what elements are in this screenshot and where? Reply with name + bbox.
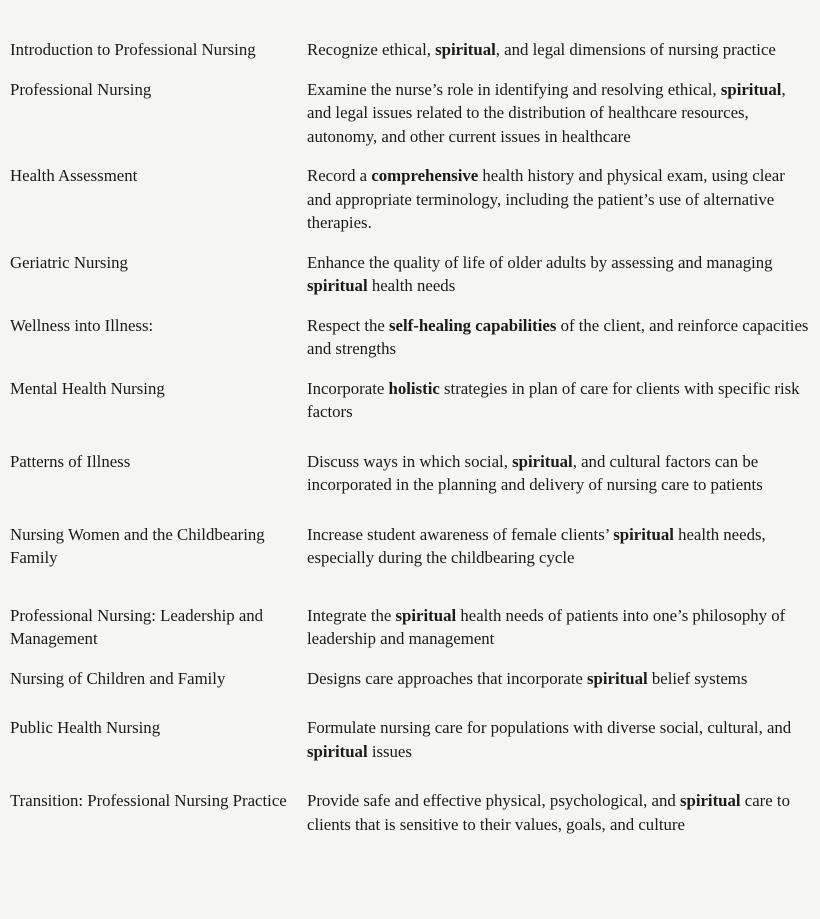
objective-text: Designs care approaches that incorporate spiritual belief systems xyxy=(307,668,748,688)
course-name-cell: Nursing of Children and Family xyxy=(10,668,226,688)
course-objective-cell xyxy=(307,377,812,450)
objective-text: Recognize ethical, spiritual, and legal dimensions of nursing practice xyxy=(307,40,776,59)
table-row xyxy=(10,38,812,78)
course-name-cell: Patterns of Illness xyxy=(10,451,131,471)
course-name-cell: Introduction to Professional Nursing xyxy=(10,40,256,59)
table-row xyxy=(10,314,812,377)
table-row xyxy=(10,78,812,165)
course-name-cell: Professional Nursing xyxy=(10,79,152,99)
course-objective-cell xyxy=(307,523,812,604)
course-objective-cell xyxy=(307,789,812,852)
course-objective-cell xyxy=(307,164,812,251)
table-row xyxy=(10,789,812,852)
objective-text: Formulate nursing care for populations with diverse social, cultural, and spiritual issues xyxy=(307,718,792,761)
table-row xyxy=(10,377,812,450)
course-objective-cell xyxy=(307,604,812,667)
course-name-cell: Wellness into Illness: xyxy=(10,315,154,335)
course-name-cell: Geriatric Nursing xyxy=(10,252,128,272)
table-row xyxy=(10,523,812,604)
course-objectives-table xyxy=(10,38,812,852)
objective-text: Record a comprehensive health history and physical exam, using clear and appropriate terminology, including the patient’s use of alternative therapies. xyxy=(307,166,785,233)
course-objective-cell xyxy=(307,38,812,78)
objective-text: Respect the self-healing capabilities of the client, and reinforce capacities and strengths xyxy=(307,315,809,359)
course-name-cell: Public Health Nursing xyxy=(10,718,161,738)
course-objective-cell xyxy=(307,314,812,377)
table-row xyxy=(10,667,812,717)
course-objective-cell xyxy=(307,450,812,523)
table-row xyxy=(10,251,812,314)
objective-text: Increase student awareness of female clients’ spiritual health needs, especially during the childbearing cycle xyxy=(307,524,766,568)
course-objective-cell xyxy=(307,716,812,789)
objective-text: Enhance the quality of life of older adults by assessing and managing spiritual health needs xyxy=(307,252,773,296)
table-row xyxy=(10,604,812,667)
objective-text: Discuss ways in which social, spiritual, and cultural factors can be incorporated in the planning and delivery of nursing care to patients xyxy=(307,451,763,495)
table-row xyxy=(10,164,812,251)
table-row xyxy=(10,450,812,523)
course-name-cell: Mental Health Nursing xyxy=(10,378,165,398)
objective-text: Provide safe and effective physical, psychological, and spiritual care to clients that is sensitive to their values, goals, and culture xyxy=(307,791,790,834)
table-row xyxy=(10,716,812,789)
course-name-cell: Nursing Women and the Childbearing Family xyxy=(10,524,265,568)
course-objective-cell xyxy=(307,667,812,717)
course-objective-cell xyxy=(307,78,812,165)
course-objective-cell xyxy=(307,251,812,314)
course-name-cell: Professional Nursing: Leadership and Management xyxy=(10,605,264,649)
objective-text: Examine the nurse’s role in identifying and resolving ethical, spiritual, and legal issues related to the distribution of healthcare resources, autonomy, and other current issues in healthcare xyxy=(307,79,786,146)
table-body xyxy=(10,38,812,852)
objective-text: Integrate the spiritual health needs of patients into one’s philosophy of leadership and management xyxy=(307,605,786,649)
course-name-cell: Transition: Professional Nursing Practice xyxy=(10,791,287,811)
objective-text: Incorporate holistic strategies in plan of care for clients with specific risk factors xyxy=(307,378,800,422)
course-name-cell: Health Assessment xyxy=(10,166,138,186)
